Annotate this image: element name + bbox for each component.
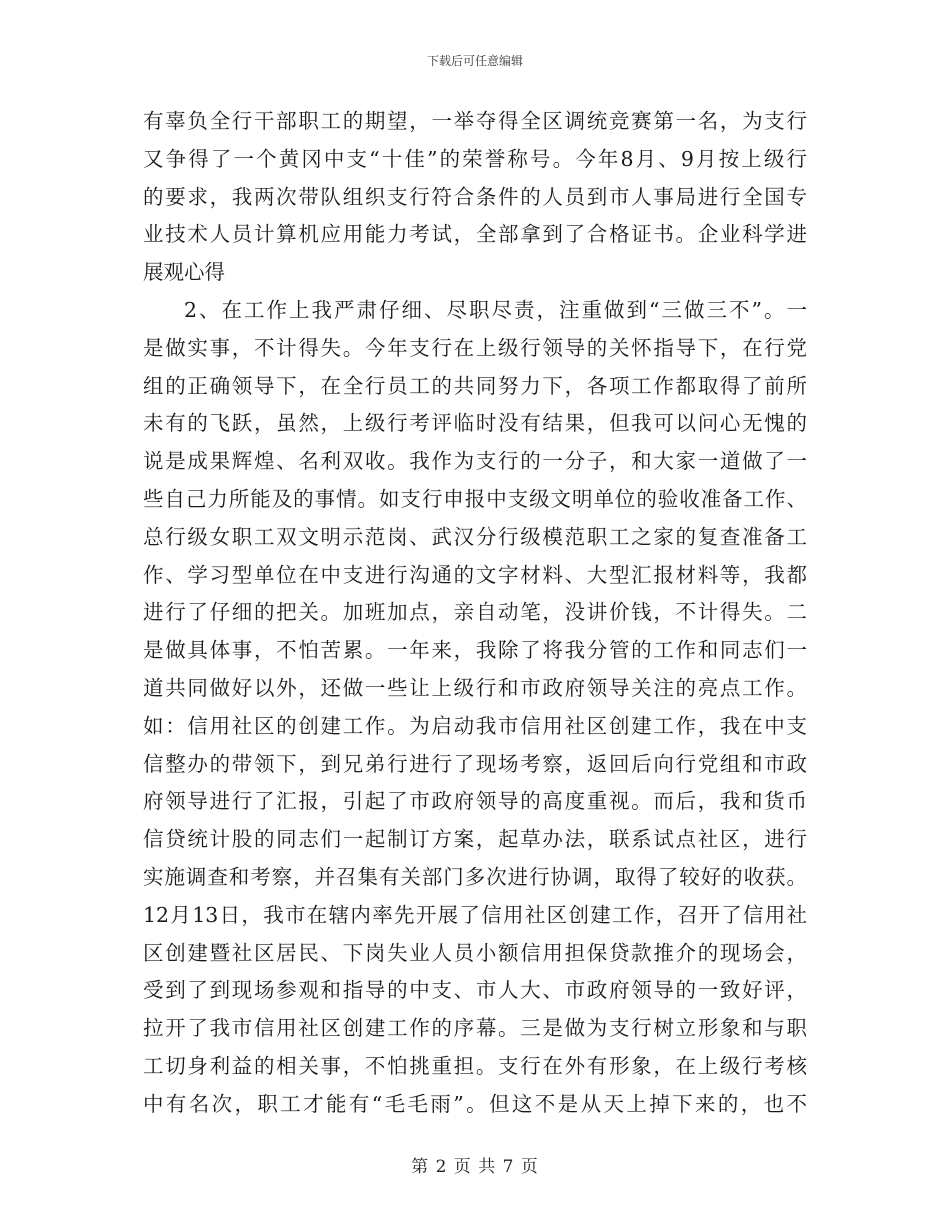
text-line: 道共同做好以外，还做一些让上级行和市政府领导关注的亮点工作。: [143, 675, 807, 700]
text-line: 信贷统计股的同志们一起制订方案，起草办法，联系试点社区，进行: [143, 827, 807, 852]
text-line: 有辜负全行干部职工的期望，一举夺得全区调统竞赛第一名，为支行: [143, 109, 807, 133]
text-line: 展观心得: [143, 260, 225, 285]
text-line: 受到了到现场参观和指导的中支、市人大、市政府领导的一致好评，: [143, 978, 807, 1003]
text-line: 又争得了一个黄冈中支“十佳”的荣誉称号。今年8月、9月按上级行: [143, 146, 807, 171]
text-line: 中有名次，职工才能有“毛毛雨”。但这不是从天上掉下来的，也不: [143, 1091, 807, 1116]
body-text: [143, 103, 807, 1124]
text-line: 未有的飞跃，虽然，上级行考评临时没有结果，但我可以问心无愧的: [143, 411, 807, 436]
text-line: 信整办的带领下，到兄弟行进行了现场考察，返回后向行党组和市政: [143, 751, 807, 776]
paragraph-2: [143, 292, 807, 1124]
text-line: 实施调查和考察，并召集有关部门多次进行协调，取得了较好的收获。: [143, 864, 807, 889]
text-line: 总行级女职工双文明示范岗、武汉分行级模范职工之家的复查准备工: [143, 524, 807, 549]
paragraph-1: [143, 103, 807, 292]
text-line: 区创建暨社区居民、下岗失业人员小额信用担保贷款推介的现场会，: [143, 940, 807, 965]
text-line: 些自己力所能及的事情。如支行申报中支级文明单位的验收准备工作、: [143, 486, 807, 511]
text-line: 进行了仔细的把关。加班加点，亲自动笔，没讲价钱，不计得失。二: [143, 600, 807, 625]
text-line: 是做实事，不计得失。今年支行在上级行领导的关怀指导下，在行党: [143, 335, 807, 360]
page-number-footer: 第 2 页 共 7 页: [411, 1157, 539, 1177]
text-line: 府领导进行了汇报，引起了市政府领导的高度重视。而后，我和货币: [143, 789, 807, 814]
text-line: 2、在工作上我严肃仔细、尽职尽责，注重做到“三做三不”。一: [184, 297, 807, 322]
text-line: 如：信用社区的创建工作。为启动我市信用社区创建工作，我在中支: [143, 713, 807, 738]
text-line: 12月13日，我市在辖内率先开展了信用社区创建工作，召开了信用社: [143, 902, 807, 927]
text-line: 说是成果辉煌、名利双收。我作为支行的一分子，和大家一道做了一: [143, 449, 807, 474]
text-line: 业技术人员计算机应用能力考试，全部拿到了合格证书。企业科学进: [143, 222, 807, 247]
text-line: 的要求，我两次带队组织支行符合条件的人员到市人事局进行全国专: [143, 184, 807, 209]
text-line: 是做具体事，不怕苦累。一年来，我除了将我分管的工作和同志们一: [143, 638, 807, 663]
text-line: 组的正确领导下，在全行员工的共同努力下，各项工作都取得了前所: [143, 373, 807, 398]
page-header: 下载后可任意编辑: [426, 54, 523, 68]
text-line: 工切身利益的相关事，不怕挑重担。支行在外有形象，在上级行考核: [143, 1053, 807, 1078]
text-line: 作、学习型单位在中支进行沟通的文字材料、大型汇报材料等，我都: [143, 562, 807, 587]
text-line: 拉开了我市信用社区创建工作的序幕。三是做为支行树立形象和与职: [143, 1016, 807, 1041]
